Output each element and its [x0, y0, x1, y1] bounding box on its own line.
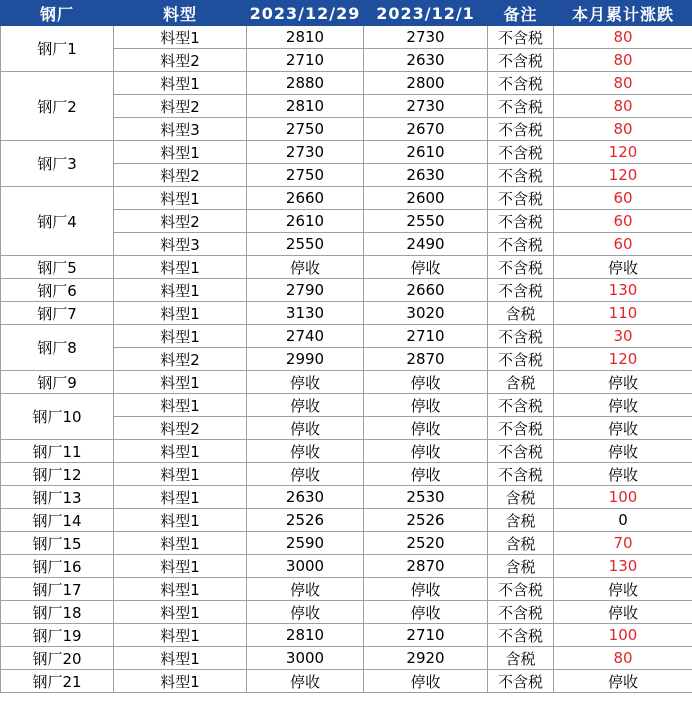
tax-note-cell: 不含税 [488, 624, 554, 647]
price-1201-cell: 2920 [364, 647, 488, 670]
monthly-change-cell: 130 [554, 279, 692, 302]
tax-note-cell: 含税 [488, 555, 554, 578]
tax-note-cell: 不含税 [488, 325, 554, 348]
material-type-cell: 料型1 [114, 532, 247, 555]
price-1201-cell: 2530 [364, 486, 488, 509]
material-type-cell: 料型2 [114, 164, 247, 187]
price-1201-cell: 2520 [364, 532, 488, 555]
monthly-change-cell: 130 [554, 555, 692, 578]
mill-name-cell: 钢厂13 [1, 486, 114, 509]
monthly-change-cell: 80 [554, 118, 692, 141]
price-1201-cell: 2730 [364, 26, 488, 49]
material-type-cell: 料型1 [114, 187, 247, 210]
material-type-cell: 料型2 [114, 210, 247, 233]
monthly-change-cell: 80 [554, 95, 692, 118]
tax-note-cell: 不含税 [488, 26, 554, 49]
monthly-change-cell: 停收 [554, 417, 692, 440]
material-type-cell: 料型1 [114, 670, 247, 693]
tax-note-cell: 含税 [488, 647, 554, 670]
price-1229-cell: 停收 [247, 670, 364, 693]
tax-note-cell: 不含税 [488, 348, 554, 371]
material-type-cell: 料型1 [114, 371, 247, 394]
material-type-cell: 料型1 [114, 555, 247, 578]
price-1201-cell: 2870 [364, 348, 488, 371]
tax-note-cell: 不含税 [488, 187, 554, 210]
mill-name-cell: 钢厂1 [1, 26, 114, 72]
monthly-change-cell: 停收 [554, 440, 692, 463]
material-type-cell: 料型1 [114, 141, 247, 164]
material-type-cell: 料型1 [114, 601, 247, 624]
tax-note-cell: 含税 [488, 509, 554, 532]
price-1201-cell: 停收 [364, 463, 488, 486]
material-type-cell: 料型1 [114, 256, 247, 279]
monthly-change-cell: 120 [554, 348, 692, 371]
header-monthly-change: 本月累计涨跌 [554, 1, 692, 26]
material-type-cell: 料型3 [114, 118, 247, 141]
mill-name-cell: 钢厂9 [1, 371, 114, 394]
price-1201-cell: 2600 [364, 187, 488, 210]
price-1229-cell: 停收 [247, 440, 364, 463]
monthly-change-cell: 60 [554, 233, 692, 256]
monthly-change-cell: 停收 [554, 256, 692, 279]
mill-name-cell: 钢厂3 [1, 141, 114, 187]
material-type-cell: 料型2 [114, 49, 247, 72]
table-row [1, 440, 692, 463]
mill-name-cell: 钢厂19 [1, 624, 114, 647]
price-1229-cell: 2710 [247, 49, 364, 72]
table-row [1, 72, 692, 95]
material-type-cell: 料型1 [114, 394, 247, 417]
table-row [1, 486, 692, 509]
tax-note-cell: 不含税 [488, 417, 554, 440]
table-row [1, 463, 692, 486]
table-row [1, 555, 692, 578]
table-row [1, 302, 692, 325]
price-1201-cell: 2710 [364, 325, 488, 348]
mill-name-cell: 钢厂8 [1, 325, 114, 371]
table-row [1, 509, 692, 532]
mill-name-cell: 钢厂12 [1, 463, 114, 486]
material-type-cell: 料型1 [114, 440, 247, 463]
price-1229-cell: 2750 [247, 164, 364, 187]
mill-name-cell: 钢厂15 [1, 532, 114, 555]
monthly-change-cell: 30 [554, 325, 692, 348]
table-row [1, 26, 692, 49]
tax-note-cell: 不含税 [488, 72, 554, 95]
material-type-cell: 料型1 [114, 647, 247, 670]
price-1229-cell: 2990 [247, 348, 364, 371]
tax-note-cell: 不含税 [488, 463, 554, 486]
price-1229-cell: 2590 [247, 532, 364, 555]
price-1229-cell: 停收 [247, 417, 364, 440]
price-1201-cell: 2630 [364, 164, 488, 187]
price-1201-cell: 2670 [364, 118, 488, 141]
monthly-change-cell: 60 [554, 187, 692, 210]
tax-note-cell: 不含税 [488, 394, 554, 417]
table-row [1, 578, 692, 601]
monthly-change-cell: 60 [554, 210, 692, 233]
tax-note-cell: 含税 [488, 302, 554, 325]
price-1229-cell: 3000 [247, 647, 364, 670]
tax-note-cell: 不含税 [488, 256, 554, 279]
tax-note-cell: 不含税 [488, 164, 554, 187]
table-row [1, 394, 692, 417]
price-1201-cell: 停收 [364, 578, 488, 601]
monthly-change-cell: 80 [554, 26, 692, 49]
table-row [1, 371, 692, 394]
monthly-change-cell: 停收 [554, 394, 692, 417]
header-material-type: 料型 [114, 1, 247, 26]
tax-note-cell: 不含税 [488, 141, 554, 164]
mill-name-cell: 钢厂16 [1, 555, 114, 578]
material-type-cell: 料型2 [114, 417, 247, 440]
material-type-cell: 料型1 [114, 26, 247, 49]
table-row [1, 187, 692, 210]
price-1201-cell: 2710 [364, 624, 488, 647]
monthly-change-cell: 120 [554, 141, 692, 164]
tax-note-cell: 含税 [488, 532, 554, 555]
price-1201-cell: 停收 [364, 440, 488, 463]
tax-note-cell: 不含税 [488, 279, 554, 302]
price-1229-cell: 2630 [247, 486, 364, 509]
mill-name-cell: 钢厂21 [1, 670, 114, 693]
monthly-change-cell: 110 [554, 302, 692, 325]
header-date-1229: 2023/12/29 [247, 1, 364, 26]
header-mill: 钢厂 [1, 1, 114, 26]
price-1229-cell: 3000 [247, 555, 364, 578]
price-1229-cell: 2730 [247, 141, 364, 164]
monthly-change-cell: 120 [554, 164, 692, 187]
mill-name-cell: 钢厂10 [1, 394, 114, 440]
monthly-change-cell: 100 [554, 624, 692, 647]
price-1229-cell: 2660 [247, 187, 364, 210]
price-1229-cell: 停收 [247, 394, 364, 417]
tax-note-cell: 不含税 [488, 95, 554, 118]
price-1201-cell: 2660 [364, 279, 488, 302]
mill-name-cell: 钢厂2 [1, 72, 114, 141]
mill-name-cell: 钢厂7 [1, 302, 114, 325]
material-type-cell: 料型1 [114, 578, 247, 601]
monthly-change-cell: 停收 [554, 371, 692, 394]
monthly-change-cell: 停收 [554, 578, 692, 601]
price-1229-cell: 2550 [247, 233, 364, 256]
header-date-1201: 2023/12/1 [364, 1, 488, 26]
material-type-cell: 料型1 [114, 279, 247, 302]
material-type-cell: 料型1 [114, 486, 247, 509]
price-1229-cell: 2810 [247, 26, 364, 49]
monthly-change-cell: 0 [554, 509, 692, 532]
table-row [1, 624, 692, 647]
price-1229-cell: 停收 [247, 601, 364, 624]
price-1229-cell: 2610 [247, 210, 364, 233]
header-note: 备注 [488, 1, 554, 26]
price-1229-cell: 停收 [247, 256, 364, 279]
price-1229-cell: 停收 [247, 463, 364, 486]
material-type-cell: 料型1 [114, 509, 247, 532]
table-body [1, 26, 692, 693]
price-1201-cell: 3020 [364, 302, 488, 325]
price-1201-cell: 停收 [364, 670, 488, 693]
monthly-change-cell: 100 [554, 486, 692, 509]
price-1229-cell: 停收 [247, 371, 364, 394]
price-1201-cell: 2870 [364, 555, 488, 578]
monthly-change-cell: 停收 [554, 463, 692, 486]
price-1229-cell: 2750 [247, 118, 364, 141]
price-1229-cell: 2526 [247, 509, 364, 532]
table-row [1, 647, 692, 670]
material-type-cell: 料型1 [114, 302, 247, 325]
header-row [1, 1, 692, 26]
table-row [1, 532, 692, 555]
price-1201-cell: 2610 [364, 141, 488, 164]
table-row [1, 670, 692, 693]
price-1229-cell: 停收 [247, 578, 364, 601]
tax-note-cell: 不含税 [488, 210, 554, 233]
mill-name-cell: 钢厂18 [1, 601, 114, 624]
material-type-cell: 料型1 [114, 325, 247, 348]
table-row [1, 256, 692, 279]
price-1201-cell: 2800 [364, 72, 488, 95]
price-1201-cell: 2526 [364, 509, 488, 532]
material-type-cell: 料型2 [114, 348, 247, 371]
material-type-cell: 料型3 [114, 233, 247, 256]
mill-name-cell: 钢厂14 [1, 509, 114, 532]
mill-name-cell: 钢厂5 [1, 256, 114, 279]
monthly-change-cell: 80 [554, 49, 692, 72]
price-1201-cell: 停收 [364, 256, 488, 279]
mill-name-cell: 钢厂11 [1, 440, 114, 463]
price-1201-cell: 停收 [364, 371, 488, 394]
price-1229-cell: 2880 [247, 72, 364, 95]
price-1229-cell: 2810 [247, 624, 364, 647]
tax-note-cell: 不含税 [488, 233, 554, 256]
material-type-cell: 料型2 [114, 95, 247, 118]
material-type-cell: 料型1 [114, 463, 247, 486]
price-1229-cell: 2810 [247, 95, 364, 118]
price-1201-cell: 停收 [364, 394, 488, 417]
mill-name-cell: 钢厂4 [1, 187, 114, 256]
price-1201-cell: 2490 [364, 233, 488, 256]
material-type-cell: 料型1 [114, 72, 247, 95]
price-1229-cell: 2790 [247, 279, 364, 302]
table-row [1, 141, 692, 164]
monthly-change-cell: 停收 [554, 670, 692, 693]
mill-name-cell: 钢厂20 [1, 647, 114, 670]
material-type-cell: 料型1 [114, 624, 247, 647]
price-1229-cell: 2740 [247, 325, 364, 348]
mill-name-cell: 钢厂17 [1, 578, 114, 601]
table-row [1, 279, 692, 302]
mill-name-cell: 钢厂6 [1, 279, 114, 302]
monthly-change-cell: 80 [554, 72, 692, 95]
monthly-change-cell: 停收 [554, 601, 692, 624]
price-1201-cell: 2630 [364, 49, 488, 72]
price-1201-cell: 2550 [364, 210, 488, 233]
monthly-change-cell: 80 [554, 647, 692, 670]
tax-note-cell: 不含税 [488, 118, 554, 141]
tax-note-cell: 不含税 [488, 440, 554, 463]
tax-note-cell: 不含税 [488, 49, 554, 72]
tax-note-cell: 含税 [488, 371, 554, 394]
monthly-change-cell: 70 [554, 532, 692, 555]
tax-note-cell: 含税 [488, 486, 554, 509]
price-1201-cell: 2730 [364, 95, 488, 118]
price-1229-cell: 3130 [247, 302, 364, 325]
tax-note-cell: 不含税 [488, 578, 554, 601]
price-1201-cell: 停收 [364, 417, 488, 440]
tax-note-cell: 不含税 [488, 670, 554, 693]
tax-note-cell: 不含税 [488, 601, 554, 624]
table-row [1, 601, 692, 624]
table-row [1, 325, 692, 348]
price-1201-cell: 停收 [364, 601, 488, 624]
